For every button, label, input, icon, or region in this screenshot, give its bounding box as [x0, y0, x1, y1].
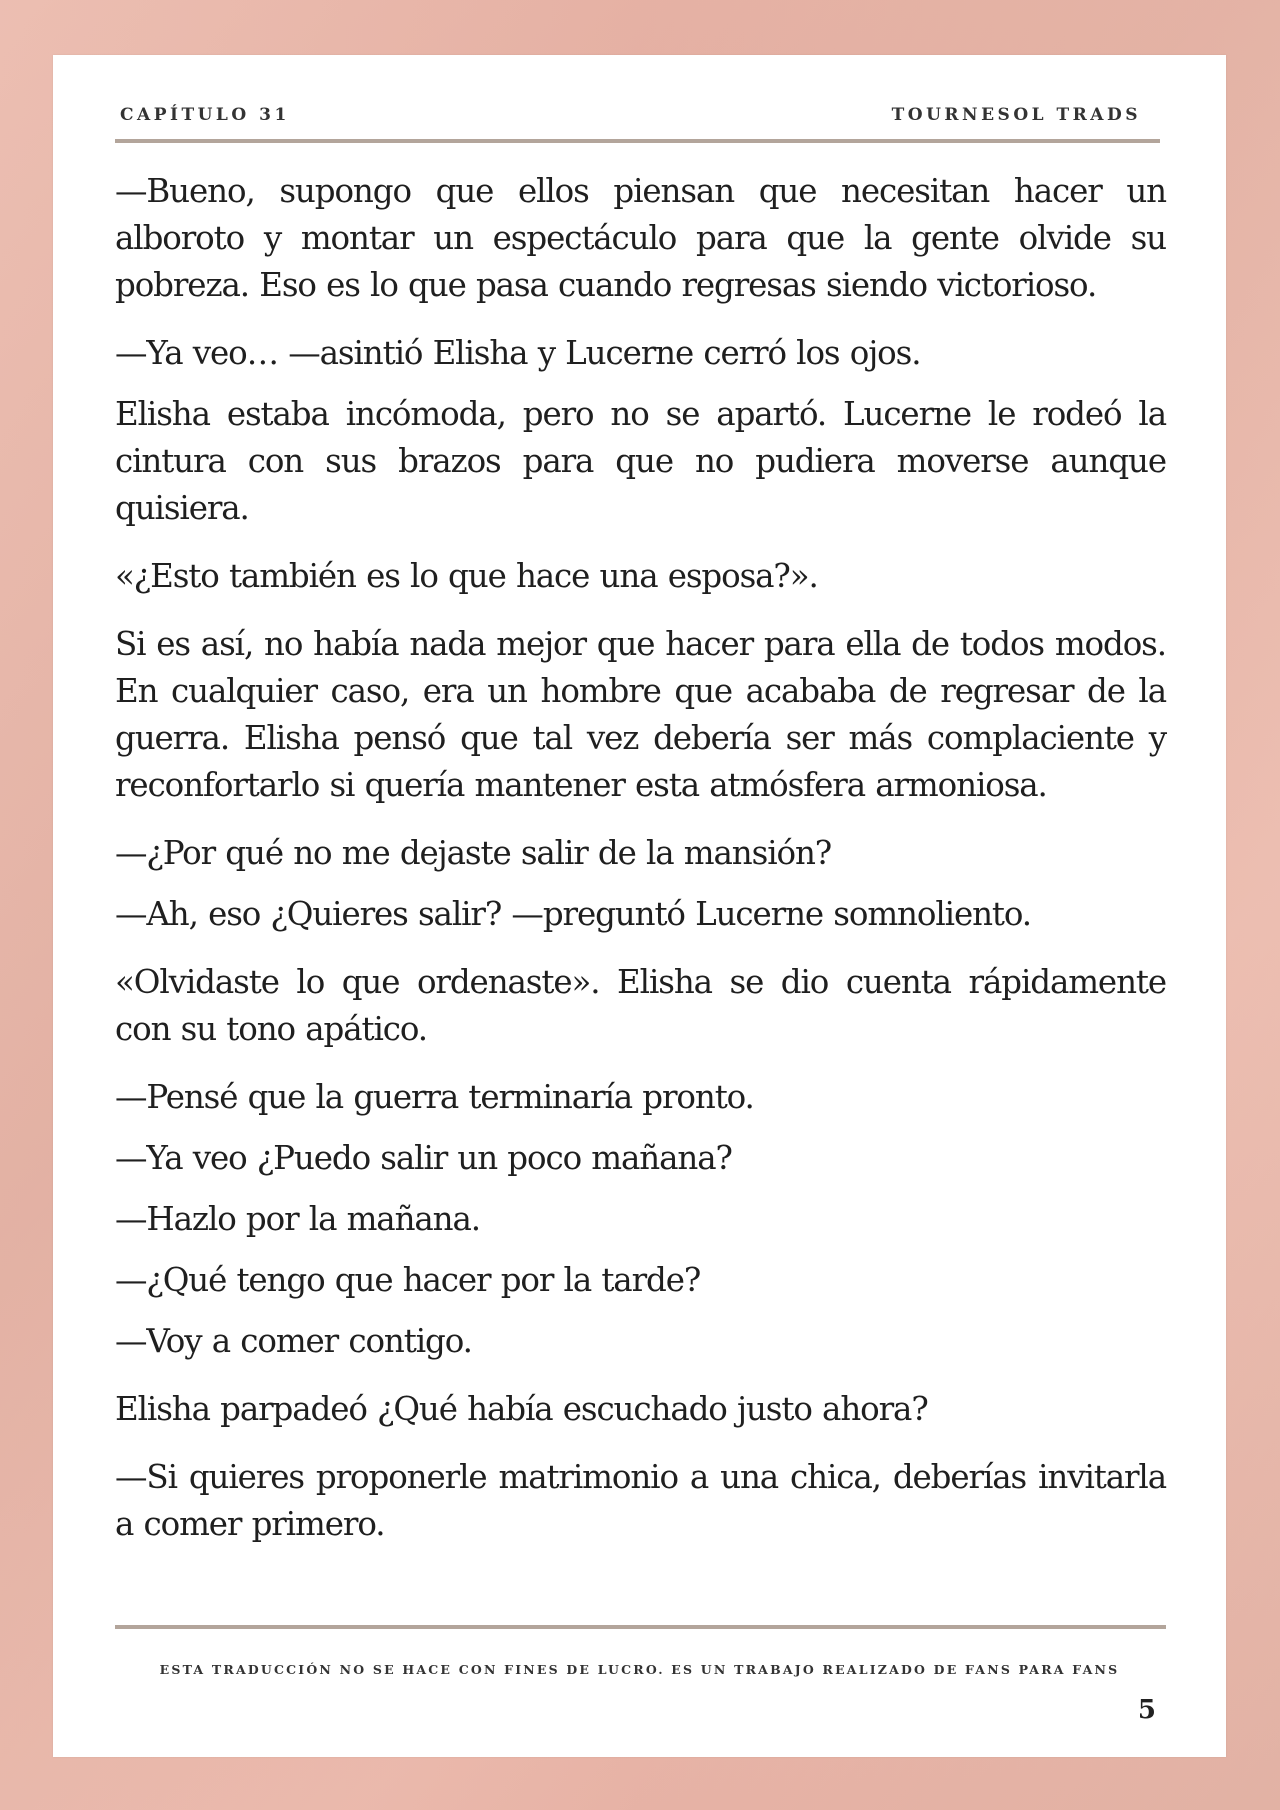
- paragraph: Elisha estaba incómoda, pero no se apartó. Lucerne le rodeó la cintura con sus brazos para que no pudiera moverse aunque quisiera.: [115, 395, 1166, 527]
- header-divider: [115, 139, 1160, 143]
- paragraph: «Olvidaste lo que ordenaste». Elisha se dio cuenta rápidamente con su tono apático.: [115, 963, 1166, 1048]
- paragraph: «¿Esto también es lo que hace una esposa?».: [115, 557, 818, 595]
- paragraph: —Voy a comer contigo.: [115, 1322, 472, 1360]
- translator-group-label: TOURNESOL TRADS: [891, 105, 1141, 125]
- paragraph: —Si quieres proponerle matrimonio a una chica, deberías invitarla a comer primero.: [115, 1458, 1166, 1543]
- chapter-body: [115, 168, 1166, 1569]
- paragraph: —Hazlo por la mañana.: [115, 1200, 481, 1238]
- footer-divider: [115, 1625, 1166, 1629]
- page-header: [120, 105, 1141, 127]
- chapter-label: CAPÍTULO 31: [120, 105, 290, 125]
- paragraph: —Bueno, supongo que ellos piensan que necesitan hacer un alboroto y montar un espectáculo para que la gente olvide su pobreza. Eso es lo que pasa cuando regresas siendo victorioso.: [115, 172, 1166, 304]
- paragraph: —Pensé que la guerra terminaría pronto.: [115, 1078, 754, 1116]
- document-page: [53, 55, 1226, 1757]
- paragraph: —¿Qué tengo que hacer por la tarde?: [115, 1261, 701, 1299]
- paragraph: Si es así, no había nada mejor que hacer para ella de todos modos. En cualquier caso, era un hombre que acababa de regresar de la guerra. Elisha pensó que tal vez debería ser más complaciente y reconfortarlo si quería mantener esta atmósfera armoniosa.: [115, 625, 1166, 804]
- paragraph: Elisha parpadeó ¿Qué había escuchado justo ahora?: [115, 1390, 928, 1428]
- footer-notice: ESTA TRADUCCIÓN NO SE HACE CON FINES DE LUCRO. ES UN TRABAJO REALIZADO DE FANS PARA FANS: [159, 1662, 1120, 1677]
- paragraph: —Ah, eso ¿Quieres salir? —preguntó Lucerne somnoliento.: [115, 895, 1031, 933]
- paragraph: —Ya veo… —asintió Elisha y Lucerne cerró los ojos.: [115, 334, 921, 372]
- page-number: 5: [1137, 1695, 1156, 1725]
- paragraph: —¿Por qué no me dejaste salir de la mansión?: [115, 834, 832, 872]
- paragraph: —Ya veo ¿Puedo salir un poco mañana?: [115, 1139, 732, 1177]
